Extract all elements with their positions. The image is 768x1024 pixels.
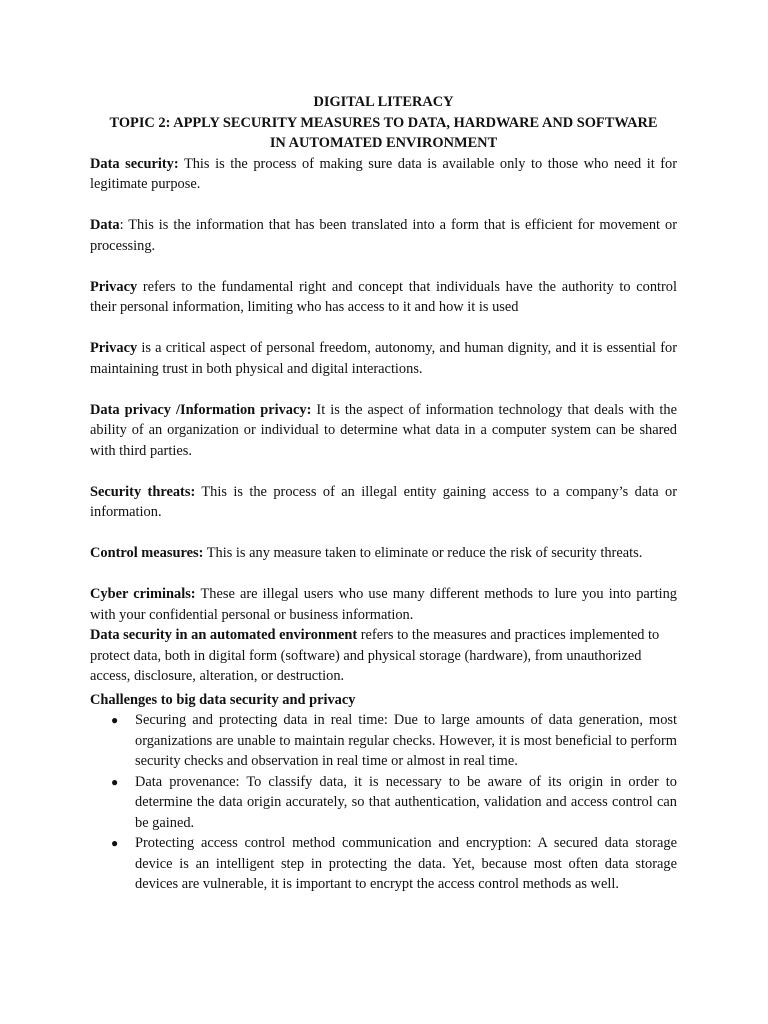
definition-term: Data privacy /Information privacy:	[90, 401, 312, 418]
definition-privacy-2	[90, 338, 677, 379]
definition-term: Privacy	[90, 340, 138, 356]
definition-text: This is the process of an illegal entity gaining access to a company’s data or information.	[90, 483, 677, 520]
bullet-icon: ●	[111, 774, 119, 789]
definition-term: Control measures:	[90, 545, 204, 561]
definition-text: is a critical aspect of personal freedom, autonomy, and human dignity, and it is essential for maintaining trust in both physical and digital interactions.	[90, 340, 677, 377]
challenges-heading: Challenges to big data security and privacy	[90, 691, 356, 708]
list-item	[90, 772, 677, 834]
list-item	[90, 710, 677, 772]
definition-text: refers to the fundamental right and concept that individuals have the authority to control their personal information, limiting who has access to it and how it is used	[90, 278, 677, 315]
definition-term: Security threats:	[90, 483, 196, 500]
definition-text: This is any measure taken to eliminate or reduce the risk of security threats.	[203, 545, 643, 561]
definition-text: These are illegal users who use many different methods to lure you into parting with your confidential personal or business information.	[90, 586, 677, 623]
list-item-text: Protecting access control method communication and encryption: A secured data storage device is an intelligent step in protecting the data. Yet, because most often data storage devices are vulnerable, it is important to encrypt the access control methods as well.	[135, 835, 677, 892]
definition-data-privacy	[90, 400, 677, 462]
definition-security-threats	[90, 482, 677, 523]
definition-automated-environment	[90, 625, 677, 687]
definition-data-security	[90, 154, 677, 195]
definition-control-measures	[90, 543, 677, 564]
document-title: DIGITAL LITERACY	[313, 94, 454, 110]
bullet-icon: ●	[111, 713, 119, 727]
list-item-text: Securing and protecting data in real time: Due to large amounts of data generation, most organizations are unable to maintain regular checks. However, it is most beneficial to perform security checks and observation in real time or almost in real time.	[135, 712, 677, 769]
bullet-icon: ●	[111, 836, 119, 850]
definition-term: Data security:	[90, 155, 179, 172]
topic-heading-line-2: IN AUTOMATED ENVIRONMENT	[269, 135, 498, 151]
definition-term: Cyber criminals:	[90, 586, 196, 602]
definition-privacy-1	[90, 277, 677, 318]
definition-text: This is the process of making sure data is available only to those who need it for legitimate purpose.	[90, 155, 678, 192]
definition-data	[90, 215, 677, 256]
definition-text: It is the aspect of information technology that deals with the ability of an organization or individual to determine what data in a computer system can be shared with third parties.	[90, 401, 677, 459]
definition-text: : This is the information that has been translated into a form that is efficient for movement or processing.	[90, 217, 677, 254]
definition-term: Privacy	[90, 278, 138, 295]
definition-term: Data security in an automated environment	[90, 627, 358, 643]
list-item	[90, 833, 677, 895]
topic-heading-line-1: TOPIC 2: APPLY SECURITY MEASURES TO DATA, HARDWARE AND SOFTWARE	[109, 114, 658, 131]
definition-text: refers to the measures and practices implemented to protect data, both in digital form (software) and physical storage (hardware), from unauthorized access, disclosure, alteration, or destruction.	[90, 627, 660, 684]
definition-term: Data	[90, 217, 120, 233]
document-page	[90, 92, 677, 895]
definition-cyber-criminals	[90, 584, 677, 625]
list-item-text: Data provenance: To classify data, it is necessary to be aware of its origin in order to determine the data origin accurately, so that authentication, validation and access control can be gained.	[135, 773, 677, 831]
challenges-list	[90, 710, 677, 895]
